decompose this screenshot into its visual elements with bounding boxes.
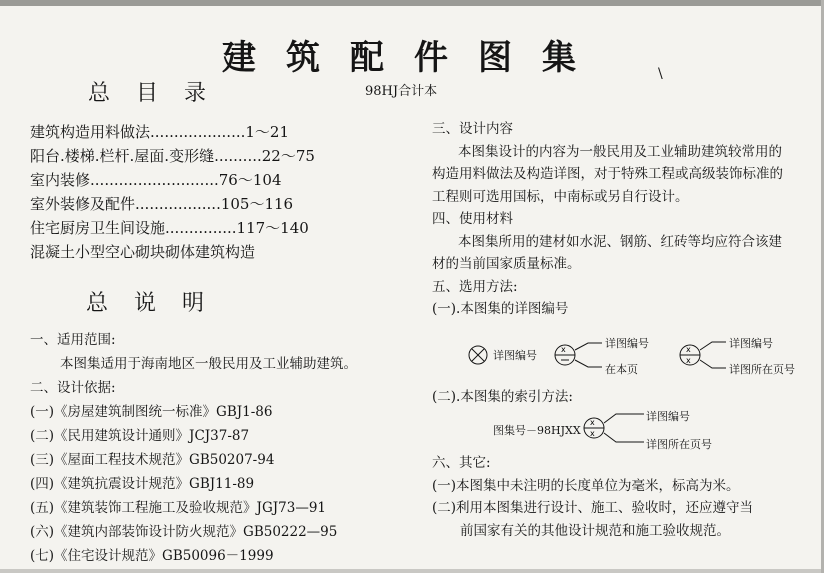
svg-text:x: x [561, 345, 566, 354]
explanation-heading: 总说明 [86, 291, 231, 316]
label-detail-no-b: 详图编号 [605, 337, 649, 350]
basis-title: 二、设计依据: [30, 380, 116, 396]
detail-symbol-circle-x [469, 346, 487, 364]
section5-sub2: (二).本图集的索引方法: [432, 389, 573, 405]
label-detail-page: 详图所在页号 [729, 363, 795, 376]
section3-title: 三、设计内容 [432, 121, 513, 137]
detail-symbol-circle-line [555, 343, 602, 367]
toc-item: 室内装修...........................76～104 [30, 171, 282, 189]
toc-item: 住宅厨房卫生间设施...............117～140 [30, 219, 309, 237]
section3-line: 本图集设计的内容为一般民用及工业辅助建筑较常用的 [458, 143, 782, 160]
scan-border-bottom [0, 569, 824, 573]
basis-item: (二)《民用建筑设计通则》JCJ37-87 [30, 428, 250, 444]
explanation-body [30, 328, 357, 568]
basis-item: (四)《建筑抗震设计规范》GBJ11-89 [30, 476, 255, 492]
section4-line: 材的当前国家质量标准。 [432, 256, 581, 272]
section4-title: 四、使用材料 [432, 211, 513, 227]
detail-symbol-circle-index [680, 342, 726, 368]
section6-item: 前国家有关的其他设计规范和施工验收规范。 [460, 522, 730, 539]
section5-sub1: (一).本图集的详图编号 [432, 301, 569, 317]
index-symbol-diagram [570, 402, 650, 450]
section3-line: 构造用料做法及构造详图，对于特殊工程或高级装饰标准的 [432, 166, 783, 182]
label-on-page: 在本页 [605, 363, 638, 376]
toc-item: 建筑构造用料做法....................1～21 [30, 123, 290, 141]
label-index-detail-no: 详图编号 [646, 410, 690, 423]
basis-item: (一)《房屋建筑制图统一标准》GBJ1-86 [30, 404, 273, 420]
svg-text:x: x [686, 345, 691, 354]
section6 [432, 452, 753, 542]
scan-border-top [0, 0, 824, 6]
toc-heading: 总目录 [88, 81, 233, 106]
toc-list [30, 120, 315, 264]
scope-title: 一、适用范围: [30, 332, 116, 348]
label-index-detail-page: 详图所在页号 [646, 438, 712, 451]
right-column-text [432, 118, 783, 321]
label-detail-no-c: 详图编号 [729, 337, 773, 350]
basis-item: (五)《建筑装饰工程施工及验收规范》JGJ73—91 [30, 500, 326, 516]
toc-item: 混凝土小型空心砌块砌体建筑构造 [30, 243, 256, 261]
scope-text: 本图集适用于海南地区一般民用及工业辅助建筑。 [60, 356, 357, 372]
toc-item: 阳台.楼梯.栏杆.屋面.变形缝..........22～75 [30, 147, 315, 165]
document-subtitle: 98HJ合计本 [365, 84, 438, 99]
section5-title: 五、选用方法: [432, 278, 518, 295]
svg-text:x: x [590, 429, 595, 438]
section3-line: 工程则可选用国标，中南标或另自行设计。 [432, 188, 689, 205]
basis-item: (七)《住宅设计规范》GB50096－1999 [30, 548, 274, 564]
document-title: 建筑配件图集 [222, 38, 606, 78]
toc-item: 室外装修及配件..................105～116 [30, 195, 294, 213]
section6-item: (一)本图集中未注明的长度单位为毫米，标高为米。 [432, 477, 740, 494]
basis-item: (三)《屋面工程技术规范》GB50207-94 [30, 452, 275, 468]
section6-title: 六、其它: [432, 455, 491, 471]
svg-text:x: x [686, 356, 691, 365]
section6-item: (二)利用本图集进行设计、施工、验收时，还应遵守当 [432, 500, 754, 516]
label-detail-no-a: 详图编号 [493, 349, 537, 362]
stray-mark: \ [658, 66, 663, 82]
svg-text:x: x [590, 418, 595, 427]
section4-line: 本图集所用的建材如水泥、钢筋、红砖等均应符合该建 [458, 233, 782, 250]
basis-item: (六)《建筑内部装饰设计防火规范》GB50222—95 [30, 524, 338, 540]
label-atlas-no: 图集号－98HJXX [493, 424, 581, 437]
